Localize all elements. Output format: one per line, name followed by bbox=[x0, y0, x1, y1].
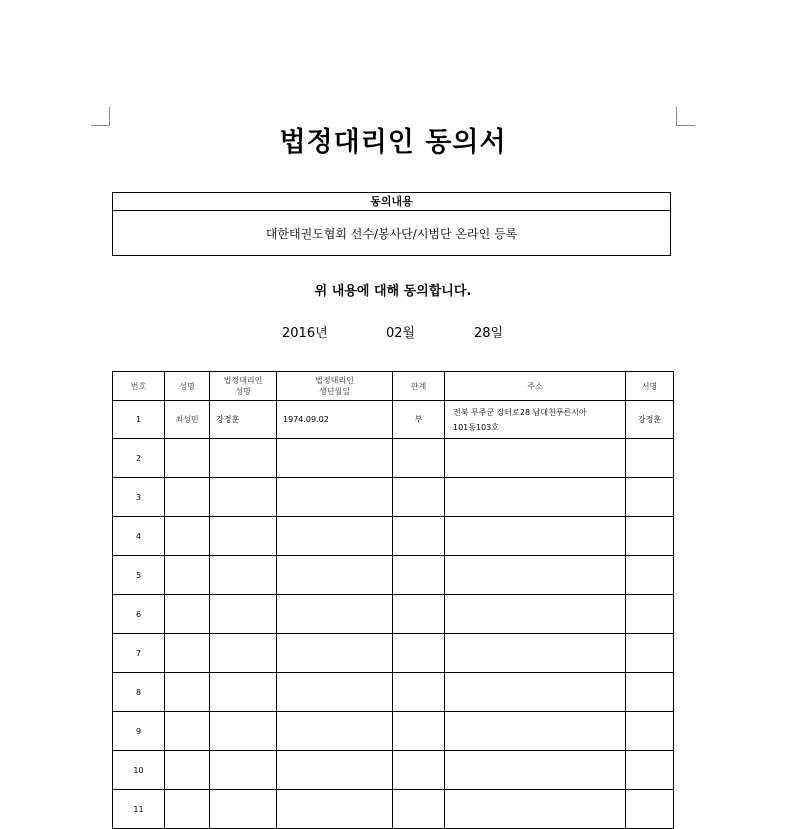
cell-no: 9 bbox=[113, 712, 165, 751]
table-row bbox=[113, 401, 674, 439]
table-row bbox=[113, 517, 674, 556]
header-guardian-birth: 법정대리인 생년월일 bbox=[277, 372, 393, 401]
table-row bbox=[113, 478, 674, 517]
cell-no: 10 bbox=[113, 751, 165, 790]
cell-signature: 강정훈 bbox=[626, 401, 674, 439]
consent-content-text: 대한태권도협회 선수/봉사단/시범단 온라인 등록 bbox=[265, 227, 518, 241]
date-day: 28일 bbox=[474, 326, 504, 341]
table-row bbox=[113, 556, 674, 595]
cell-relation: 부 bbox=[393, 401, 445, 439]
cell-no: 11 bbox=[113, 790, 165, 829]
agreement-statement: 위 내용에 대해 동의합니다. bbox=[314, 284, 472, 299]
header-address: 주소 bbox=[445, 372, 626, 401]
cell-guardian-birth: 1974.09.02 bbox=[277, 401, 393, 439]
table-row bbox=[113, 751, 674, 790]
cell-name: 최성민 bbox=[165, 401, 210, 439]
document-title: 법정대리인 동의서 bbox=[279, 127, 507, 158]
cell-no: 6 bbox=[113, 595, 165, 634]
date-year: 2016년 bbox=[282, 326, 328, 341]
cell-no: 1 bbox=[113, 401, 165, 439]
cell-address: 전북 무주군 장터로28 남대천푸른시아 101동103호 bbox=[445, 401, 626, 439]
cell-no: 5 bbox=[113, 556, 165, 595]
table-row bbox=[113, 712, 674, 751]
cell-no: 4 bbox=[113, 517, 165, 556]
cell-no: 2 bbox=[113, 439, 165, 478]
table-header-row bbox=[113, 372, 674, 401]
table-row bbox=[113, 595, 674, 634]
header-no: 번호 bbox=[113, 372, 165, 401]
guardian-consent-table bbox=[112, 371, 674, 829]
header-relation: 관계 bbox=[393, 372, 445, 401]
cell-no: 7 bbox=[113, 634, 165, 673]
table-row bbox=[113, 439, 674, 478]
cell-no: 8 bbox=[113, 673, 165, 712]
consent-content-box bbox=[112, 192, 671, 256]
header-signature: 서명 bbox=[626, 372, 674, 401]
header-name: 성명 bbox=[165, 372, 210, 401]
date-month: 02월 bbox=[386, 326, 416, 341]
header-guardian-name: 법정대리인 성명 bbox=[210, 372, 277, 401]
table-row bbox=[113, 790, 674, 829]
table-row bbox=[113, 634, 674, 673]
consent-content-header: 동의내용 bbox=[113, 193, 670, 211]
table-row bbox=[113, 673, 674, 712]
cell-guardian-name: 강정훈 bbox=[210, 401, 277, 439]
cell-no: 3 bbox=[113, 478, 165, 517]
